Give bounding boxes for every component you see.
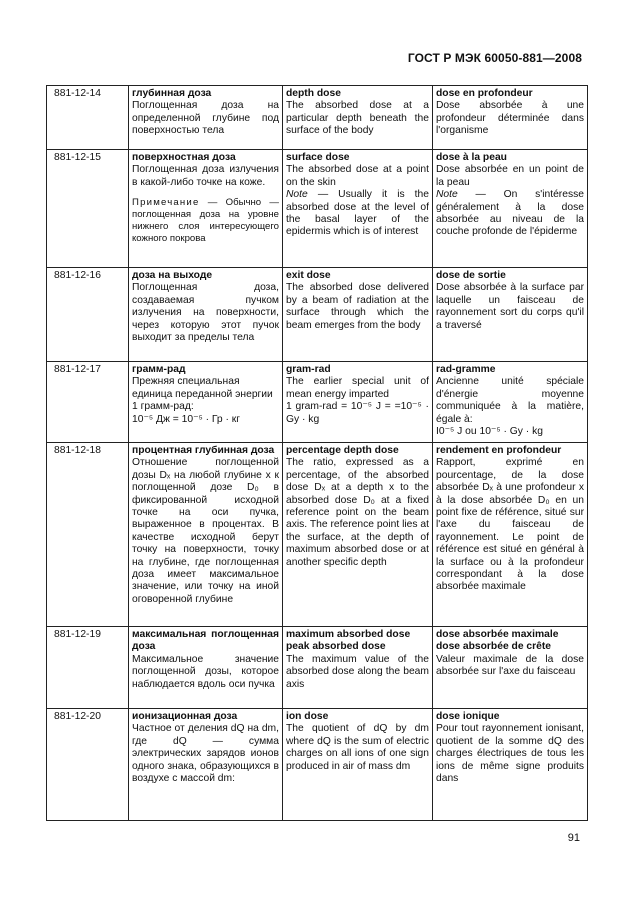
note-text: — Обычно — поглощенная доза на уровне нижнего слоя интересующего кожного покрова [132, 197, 279, 245]
russian-definition: Прежняя специальная единица переданной энергии [132, 376, 273, 400]
french-definition: Rapport, exprimé en pourcentage, de la dose absorbée Dₓ à une profondeur x à la dose absorbée D₀ en un point fixe de référence, situé sur l'axe du faisceau de rayonnement. Le point de référence est situé en général à la surface ou à la profondeur correspondant à la dose absorbée maximale [436, 457, 584, 593]
french-definition: Dose absorbée en un point de la peau [436, 164, 584, 188]
russian-term: процентная глубинная доза [132, 445, 275, 456]
english-definition: The quotient of dQ by dm where dQ is the sum of electric charges on all ions of one sign produced in air of mass dm [286, 723, 429, 772]
french-definition: Dose absorbée à une profondeur déterminée dans l'organisme [436, 100, 584, 137]
term-row [47, 443, 588, 627]
french-entry [433, 86, 588, 150]
english-definition: The ratio, expressed as a percentage, of the absorbed dose Dₓ at a depth x to the absorbed dose D₀ at a fixed reference point on the beam axis. The reference point lies at the surface, at the depth of maximum absorbed dose or at another specific depth [286, 457, 429, 568]
russian-formula: 10⁻⁵ Дж = 10⁻⁵ · Гр · кг [132, 413, 241, 425]
russian-entry [129, 150, 283, 268]
term-number: 881-12-17 [47, 362, 129, 443]
russian-entry [129, 268, 283, 362]
russian-entry [129, 443, 283, 627]
note-text: — On s'intéresse généralement à la dose absorbée au niveau de la couche profonde de l'épiderme [436, 189, 584, 238]
russian-extra: 1 грамм-рад: [132, 401, 194, 413]
french-term: dose en profondeur [436, 88, 533, 99]
russian-term: максимальная поглощенная доза [132, 629, 279, 653]
french-definition: Ancienne unité spéciale d'énergie moyenne communiquée à la matière, égale à: [436, 376, 584, 425]
russian-definition: Частное от деления dQ на dm, где dQ — сумма электрических зарядов ионов одного знака, образующихся в воздухе с массой dm: [132, 723, 279, 785]
english-term-synonym: peak absorbed dose [286, 641, 386, 653]
english-term: percentage depth dose [286, 445, 399, 456]
term-number: 881-12-18 [47, 443, 129, 627]
terms-table [46, 85, 588, 821]
term-number: 881-12-14 [47, 86, 129, 150]
term-number: 881-12-19 [47, 627, 129, 709]
french-entry [433, 268, 588, 362]
russian-term: грамм-рад [132, 364, 186, 375]
russian-definition: Отношение поглощенной дозы Dₓ на любой глубине x к поглощенной дозе D₀ в фиксированной исходной точке на оси пучка, выраженное в процентах. В качестве исходной берут точку на поверхности, точку на глубине, где поглощенная доза имеет максимальное значение, или точку на иной оговоренной глубине [132, 457, 279, 605]
term-number: 881-12-15 [47, 150, 129, 268]
english-definition: The absorbed dose delivered by a beam of radiation at the surface through which the beam emerges from the body [286, 282, 429, 331]
term-number: 881-12-16 [47, 268, 129, 362]
french-term-synonym: dose absorbée de crête [436, 641, 552, 653]
french-definition: Pour tout rayonnement ionisant, quotient de la somme dQ des charges électriques de tous les ions de même signe produits dans [436, 723, 584, 785]
russian-definition: Поглощенная доза, создаваемая пучком излучения на поверхности, через которую этот пучок выходит за пределы тела [132, 282, 279, 344]
russian-entry [129, 362, 283, 443]
russian-note [132, 197, 279, 245]
term-row [47, 709, 588, 821]
note-label: Примечание [132, 197, 200, 209]
russian-definition: Максимальное значение поглощенной дозы, которое наблюдается вдоль оси пучка [132, 653, 279, 690]
french-definition: Dose absorbée à la surface par laquelle un faisceau de rayonnement sort du corps qu'il a traversé [436, 282, 584, 331]
term-row [47, 627, 588, 709]
term-row [47, 86, 588, 150]
french-formula: I0⁻⁵ J ou 10⁻⁵ · Gy · kg [436, 426, 543, 438]
english-term: exit dose [286, 270, 331, 281]
russian-term: глубинная доза [132, 88, 212, 99]
term-row [47, 150, 588, 268]
french-term: dose à la peau [436, 152, 507, 163]
english-entry [283, 709, 433, 821]
english-note [286, 189, 429, 239]
english-term: gram-rad [286, 364, 331, 375]
french-term: rad-gramme [436, 364, 496, 375]
note-text: — Usually it is the absorbed dose at the level of the basal layer of the epidermis which is of interest [286, 189, 429, 238]
french-entry [433, 443, 588, 627]
french-entry [433, 150, 588, 268]
note-label: Note [286, 189, 308, 201]
russian-term: доза на выходе [132, 270, 213, 281]
russian-definition: Поглощенная доза на определенной глубине под поверхностью тела [132, 100, 279, 137]
english-term: maximum absorbed dose [286, 629, 411, 640]
english-definition: The earlier special unit of mean energy imparted [286, 376, 429, 400]
french-term: dose ionique [436, 711, 500, 722]
english-entry [283, 86, 433, 150]
russian-definition: Поглощенная доза излучения в какой-либо точке на коже. [132, 164, 279, 188]
french-note [436, 189, 584, 239]
english-definition: The absorbed dose at a point on the skin [286, 164, 429, 188]
russian-entry [129, 86, 283, 150]
french-term: dose de sortie [436, 270, 506, 281]
page-number: 91 [567, 832, 580, 844]
document-header: ГОСТ Р МЭК 60050-881—2008 [407, 51, 582, 65]
english-entry [283, 443, 433, 627]
english-term: ion dose [286, 711, 329, 722]
french-term: rendement en profondeur [436, 445, 562, 456]
russian-term: ионизационная доза [132, 711, 238, 722]
english-entry [283, 150, 433, 268]
term-row [47, 268, 588, 362]
french-entry [433, 362, 588, 443]
term-number: 881-12-20 [47, 709, 129, 821]
english-term: surface dose [286, 152, 350, 163]
term-row [47, 362, 588, 443]
english-entry [283, 362, 433, 443]
french-term: dose absorbée maximale [436, 629, 559, 640]
french-definition: Valeur maximale de la dose absorbée sur l'axe du faisceau [436, 653, 584, 678]
french-entry [433, 709, 588, 821]
english-formula: 1 gram-rad = 10⁻⁵ J = =10⁻⁵ · Gy · kg [286, 401, 429, 425]
note-label: Note [436, 189, 458, 201]
russian-entry [129, 627, 283, 709]
russian-term: поверхностная доза [132, 152, 236, 163]
english-entry [283, 627, 433, 709]
english-entry [283, 268, 433, 362]
french-entry [433, 627, 588, 709]
russian-entry [129, 709, 283, 821]
english-term: depth dose [286, 88, 341, 99]
english-definition: The maximum value of the absorbed dose along the beam axis [286, 653, 429, 690]
english-definition: The absorbed dose at a particular depth beneath the surface of the body [286, 100, 429, 137]
